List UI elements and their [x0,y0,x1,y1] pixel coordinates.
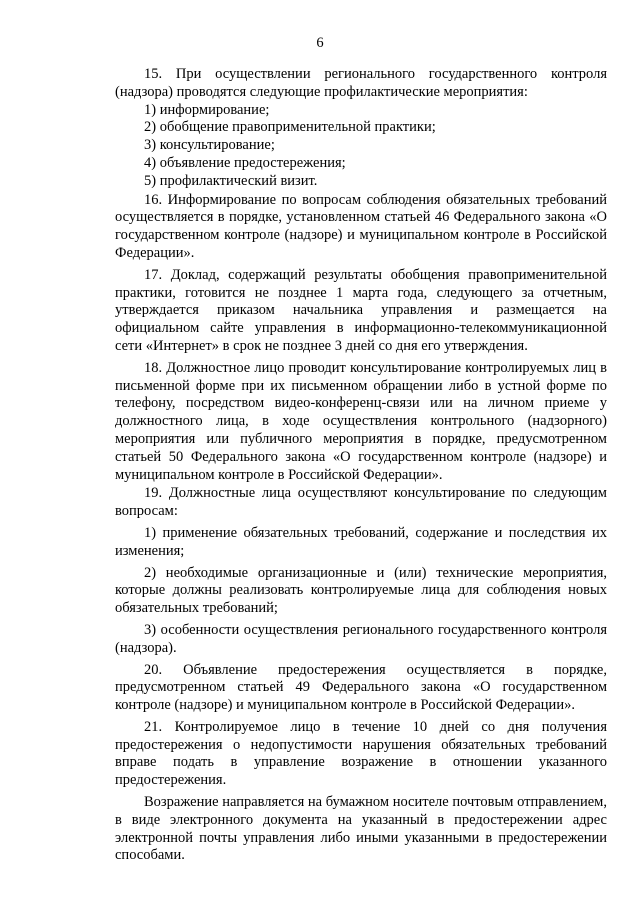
list-item: 5) профилактический визит. [144,172,318,189]
list-item: 2) необходимые организационные и (или) технические мероприятия, которые должны реализовать контролируемые лица для соблюдения новых обязательных требований; [115,564,607,617]
page-number: 6 [316,35,324,51]
list-item: 1) информирование; [144,101,270,118]
paragraph-18: 18. Должностное лицо проводит консультирование контролируемых лиц в письменной форме при их письменном обращении либо в устной форме по телефону, посредством видео-конференц-связи или на личном приеме у должностного лица, в ходе осуществления контрольного (надзорного) мероприятия или публичного мероприятия в порядке, предусмотренном статьей 50 Федерального закона «О государственном контроле (надзоре) и муниципальном контроле в Российской Федерации». [115,359,607,483]
list-item: 2) обобщение правоприменительной практики; [144,119,436,136]
list-item: 3) консультирование; [144,137,275,154]
list-item: 4) объявление предостережения; [144,154,346,171]
paragraph-20: 20. Объявление предостережения осуществляется в порядке, предусмотренном статьей 49 Федерального закона «О государственном контроле (надзоре) и муниципальном контроле в Российской Федерации». [115,661,607,714]
list-item: 3) особенности осуществления регионального государственного контроля (надзора). [115,621,607,656]
paragraph-21: 21. Контролируемое лицо в течение 10 дней со дня получения предостережения о недопустимости нарушения обязательных требований вправе подать в управление возражение в отношении указанного предостережения. [115,718,607,789]
paragraph-21-objection: Возражение направляется на бумажном носителе почтовым отправлением, в виде электронного документа на указанный в предостережении адрес электронной почты управления либо иными указанными в предостережении способами. [115,794,607,864]
document-body [115,66,607,865]
paragraph-15-intro: 15. При осуществлении регионального государственного контроля (надзора) проводятся следующие профилактические мероприятия: [115,66,607,100]
paragraph-19-intro: 19. Должностные лица осуществляют консультирование по следующим вопросам: [115,485,607,520]
paragraph-16: 16. Информирование по вопросам соблюдения обязательных требований осуществляется в порядке, установленном статьей 46 Федерального закона «О государственном контроле (надзоре) и муниципальном контроле в Российской Федерации». [115,191,607,261]
paragraph-17: 17. Доклад, содержащий результаты обобщения правоприменительной практики, готовится не позднее 1 марта года, следующего за отчетным, утверждается приказом начальника управления и размещается на официальном сайте управления в информационно-телекоммуникационной сети «Интернет» в срок не позднее 3 дней со дня его утверждения. [115,266,607,354]
list-item: 1) применение обязательных требований, содержание и последствия их изменения; [115,524,607,559]
